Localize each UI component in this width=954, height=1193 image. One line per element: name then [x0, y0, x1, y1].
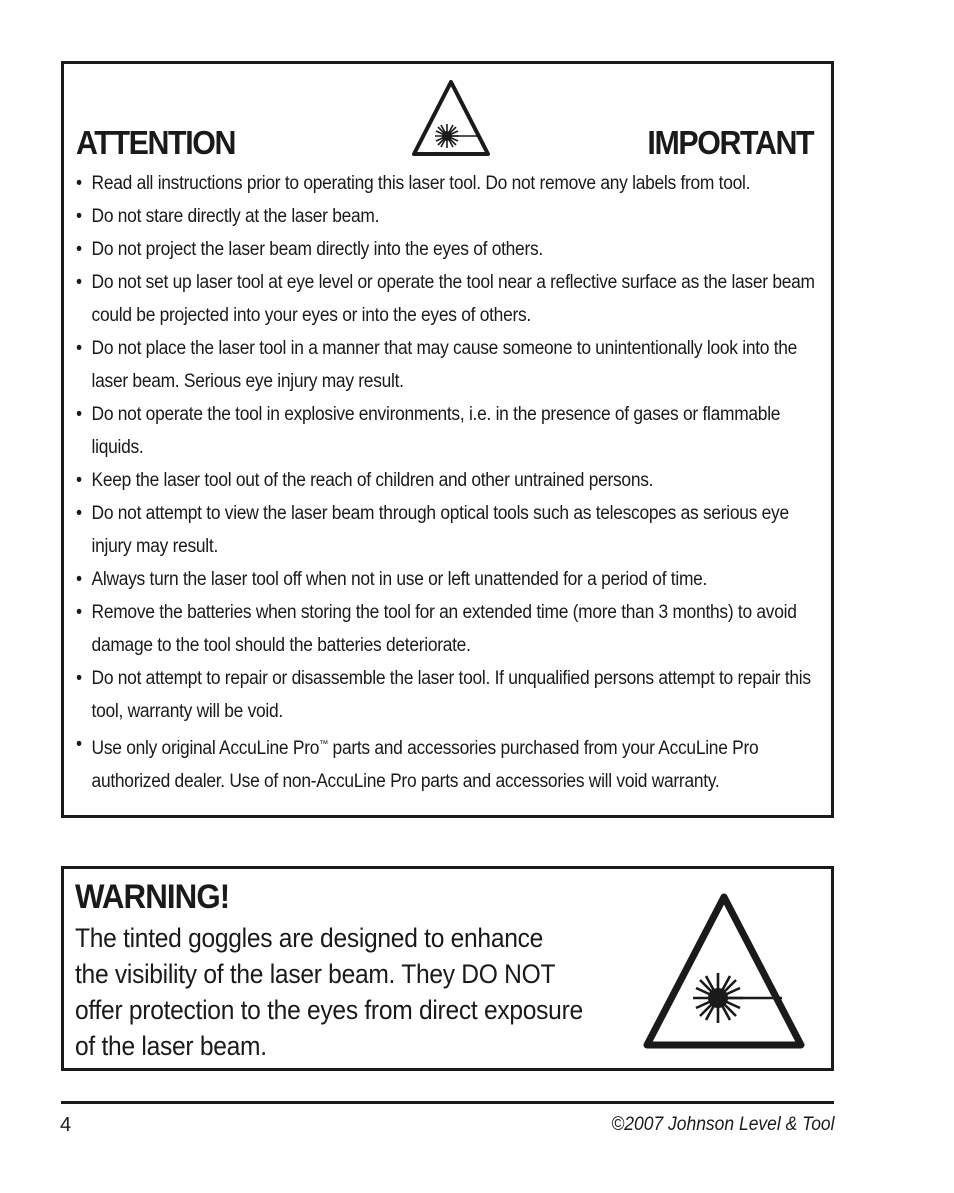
- warning-line: the visibility of the laser beam. They DO NOT: [75, 959, 556, 989]
- warning-line: offer protection to the eyes from direct exposure: [75, 995, 583, 1025]
- warning-title: WARNING!: [75, 878, 230, 916]
- laser-warning-icon: [642, 891, 806, 1053]
- list-item-text: Use only original AccuLine Pro: [91, 738, 320, 759]
- list-item: • Do not set up laser tool at eye level or operate the tool near a reflective surface as the laser beam could be projected into your eyes or into the eyes of others.: [76, 266, 826, 332]
- important-heading: IMPORTANT: [647, 124, 813, 161]
- trademark-symbol: ™: [319, 739, 328, 750]
- laser-warning-icon: [410, 78, 492, 158]
- list-item: • Do not stare directly at the laser beam.: [76, 200, 826, 233]
- list-item-text: parts and accessories purchased from your AccuLine Pro authorized dealer. Use of non-AccuLine Pro parts and accessories will void warranty.: [91, 738, 759, 792]
- list-item: • Read all instructions prior to operating this laser tool. Do not remove any labels from tool.: [76, 167, 826, 200]
- page-number: 4: [60, 1114, 72, 1136]
- warning-text: [75, 920, 639, 1064]
- copyright: ©2007 Johnson Level & Tool: [611, 1114, 835, 1135]
- list-item: • Do not operate the tool in explosive environments, i.e. in the presence of gases or flammable liquids.: [76, 398, 826, 464]
- warning-line: of the laser beam.: [75, 1031, 267, 1061]
- attention-box: [61, 61, 834, 818]
- list-item: • Do not project the laser beam directly into the eyes of others.: [76, 233, 826, 266]
- list-item: [76, 728, 826, 798]
- warning-box: [61, 866, 834, 1071]
- list-item: • Remove the batteries when storing the tool for an extended time (more than 3 months) to avoid damage to the tool should the batteries deteriorate.: [76, 596, 826, 662]
- list-item: • Do not attempt to view the laser beam through optical tools such as telescopes as serious eye injury may result.: [76, 497, 826, 563]
- list-item: • Keep the laser tool out of the reach of children and other untrained persons.: [76, 464, 826, 497]
- list-item: • Always turn the laser tool off when not in use or left unattended for a period of time.: [76, 563, 826, 596]
- warning-line: The tinted goggles are designed to enhance: [75, 923, 544, 953]
- list-item: • Do not attempt to repair or disassemble the laser tool. If unqualified persons attempt to repair this tool, warranty will be void.: [76, 662, 826, 728]
- footer-rule: [61, 1101, 834, 1104]
- safety-instructions-list: [76, 167, 826, 798]
- list-item: • Do not place the laser tool in a manner that may cause someone to unintentionally look into the laser beam. Serious eye injury may result.: [76, 332, 826, 398]
- attention-heading: ATTENTION: [76, 124, 236, 161]
